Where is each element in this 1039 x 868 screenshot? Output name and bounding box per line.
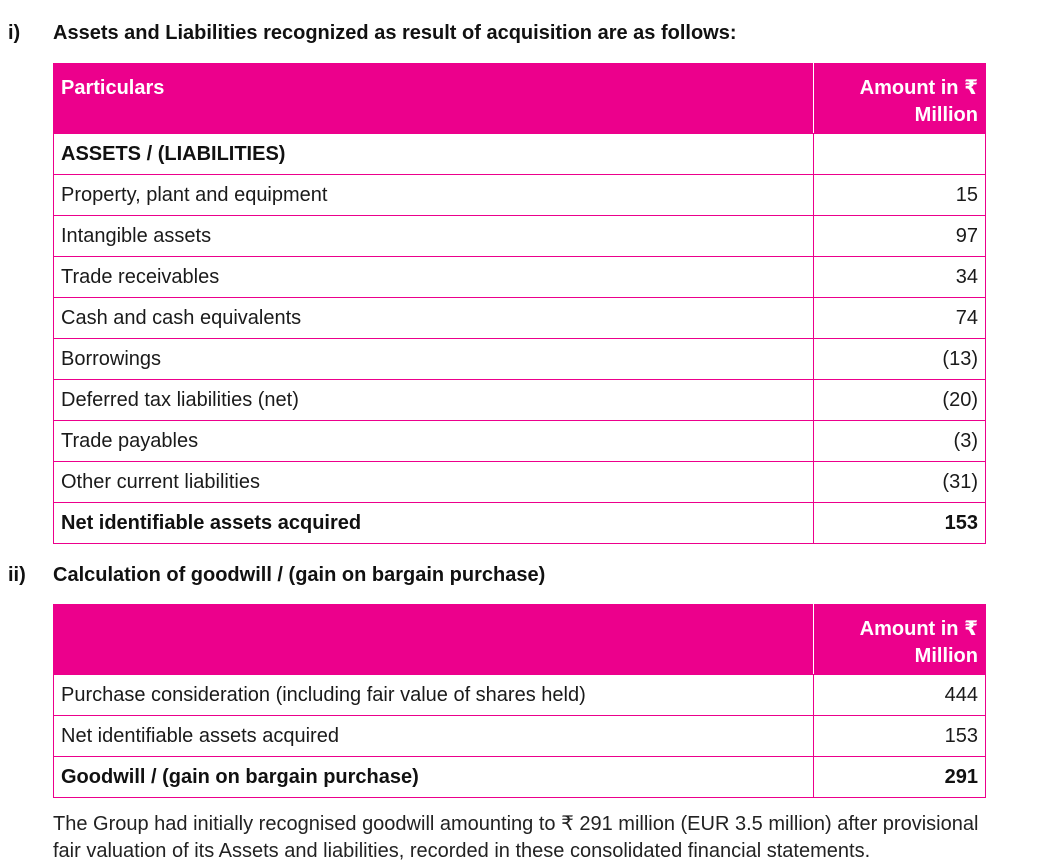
amount-header-line2: Million — [914, 645, 978, 667]
row-label: Purchase consideration (including fair value of shares held) — [54, 675, 814, 716]
particulars-header — [54, 64, 814, 134]
row-amount: 291 — [814, 757, 986, 798]
table-row — [54, 716, 986, 757]
table-row — [54, 421, 986, 462]
row-label: Trade receivables — [54, 257, 814, 298]
row-amount: (13) — [814, 339, 986, 380]
row-amount: 97 — [814, 216, 986, 257]
table-row-total — [54, 503, 986, 544]
table-row — [54, 216, 986, 257]
row-label: Trade payables — [54, 421, 814, 462]
section-ii-number: ii) — [8, 564, 26, 586]
row-amount: (3) — [814, 421, 986, 462]
table-row — [54, 675, 986, 716]
row-amount: 153 — [814, 716, 986, 757]
amount-header — [814, 64, 986, 134]
row-amount: (31) — [814, 462, 986, 503]
amount-header — [814, 605, 986, 675]
row-amount: 153 — [814, 503, 986, 544]
row-label: Other current liabilities — [54, 462, 814, 503]
table-row — [54, 339, 986, 380]
table-row — [54, 298, 986, 339]
particulars-header — [54, 605, 814, 675]
row-label: Cash and cash equivalents — [54, 298, 814, 339]
table-row — [54, 134, 986, 175]
amount-header-line2: Million — [914, 104, 978, 126]
section-ii-title: Calculation of goodwill / (gain on bargain purchase) — [53, 564, 546, 586]
table-row-total — [54, 757, 986, 798]
table-row — [54, 380, 986, 421]
row-label: Goodwill / (gain on bargain purchase) — [54, 757, 814, 798]
row-label: Net identifiable assets acquired — [54, 503, 814, 544]
section-i-number: i) — [8, 22, 21, 44]
row-amount: (20) — [814, 380, 986, 421]
row-amount: 444 — [814, 675, 986, 716]
row-label: Property, plant and equipment — [54, 175, 814, 216]
row-label: Deferred tax liabilities (net) — [54, 380, 814, 421]
table-row — [54, 257, 986, 298]
row-amount: 74 — [814, 298, 986, 339]
amount-header-line1: Amount in ₹ — [859, 618, 978, 640]
row-label: Net identifiable assets acquired — [54, 716, 814, 757]
row-label: Borrowings — [54, 339, 814, 380]
row-amount — [814, 134, 986, 175]
amount-header-line1: Amount in ₹ — [859, 77, 978, 99]
footnote-paragraph: The Group had initially recognised goodwill amounting to ₹ 291 million (EUR 3.5 million) after provisional fair valuation of its Assets and liabilities, recorded in these consolidated financial statements. — [53, 813, 979, 862]
table-row — [54, 175, 986, 216]
assets-liabilities-table — [53, 63, 986, 544]
row-amount: 15 — [814, 175, 986, 216]
section-i-title: Assets and Liabilities recognized as result of acquisition are as follows: — [53, 22, 737, 44]
table-header-row — [54, 64, 986, 134]
particulars-header-label: Particulars — [61, 77, 165, 99]
row-label: ASSETS / (LIABILITIES) — [54, 134, 814, 175]
row-label: Intangible assets — [54, 216, 814, 257]
table-header-row — [54, 605, 986, 675]
table-row — [54, 462, 986, 503]
row-amount: 34 — [814, 257, 986, 298]
goodwill-table — [53, 604, 986, 798]
